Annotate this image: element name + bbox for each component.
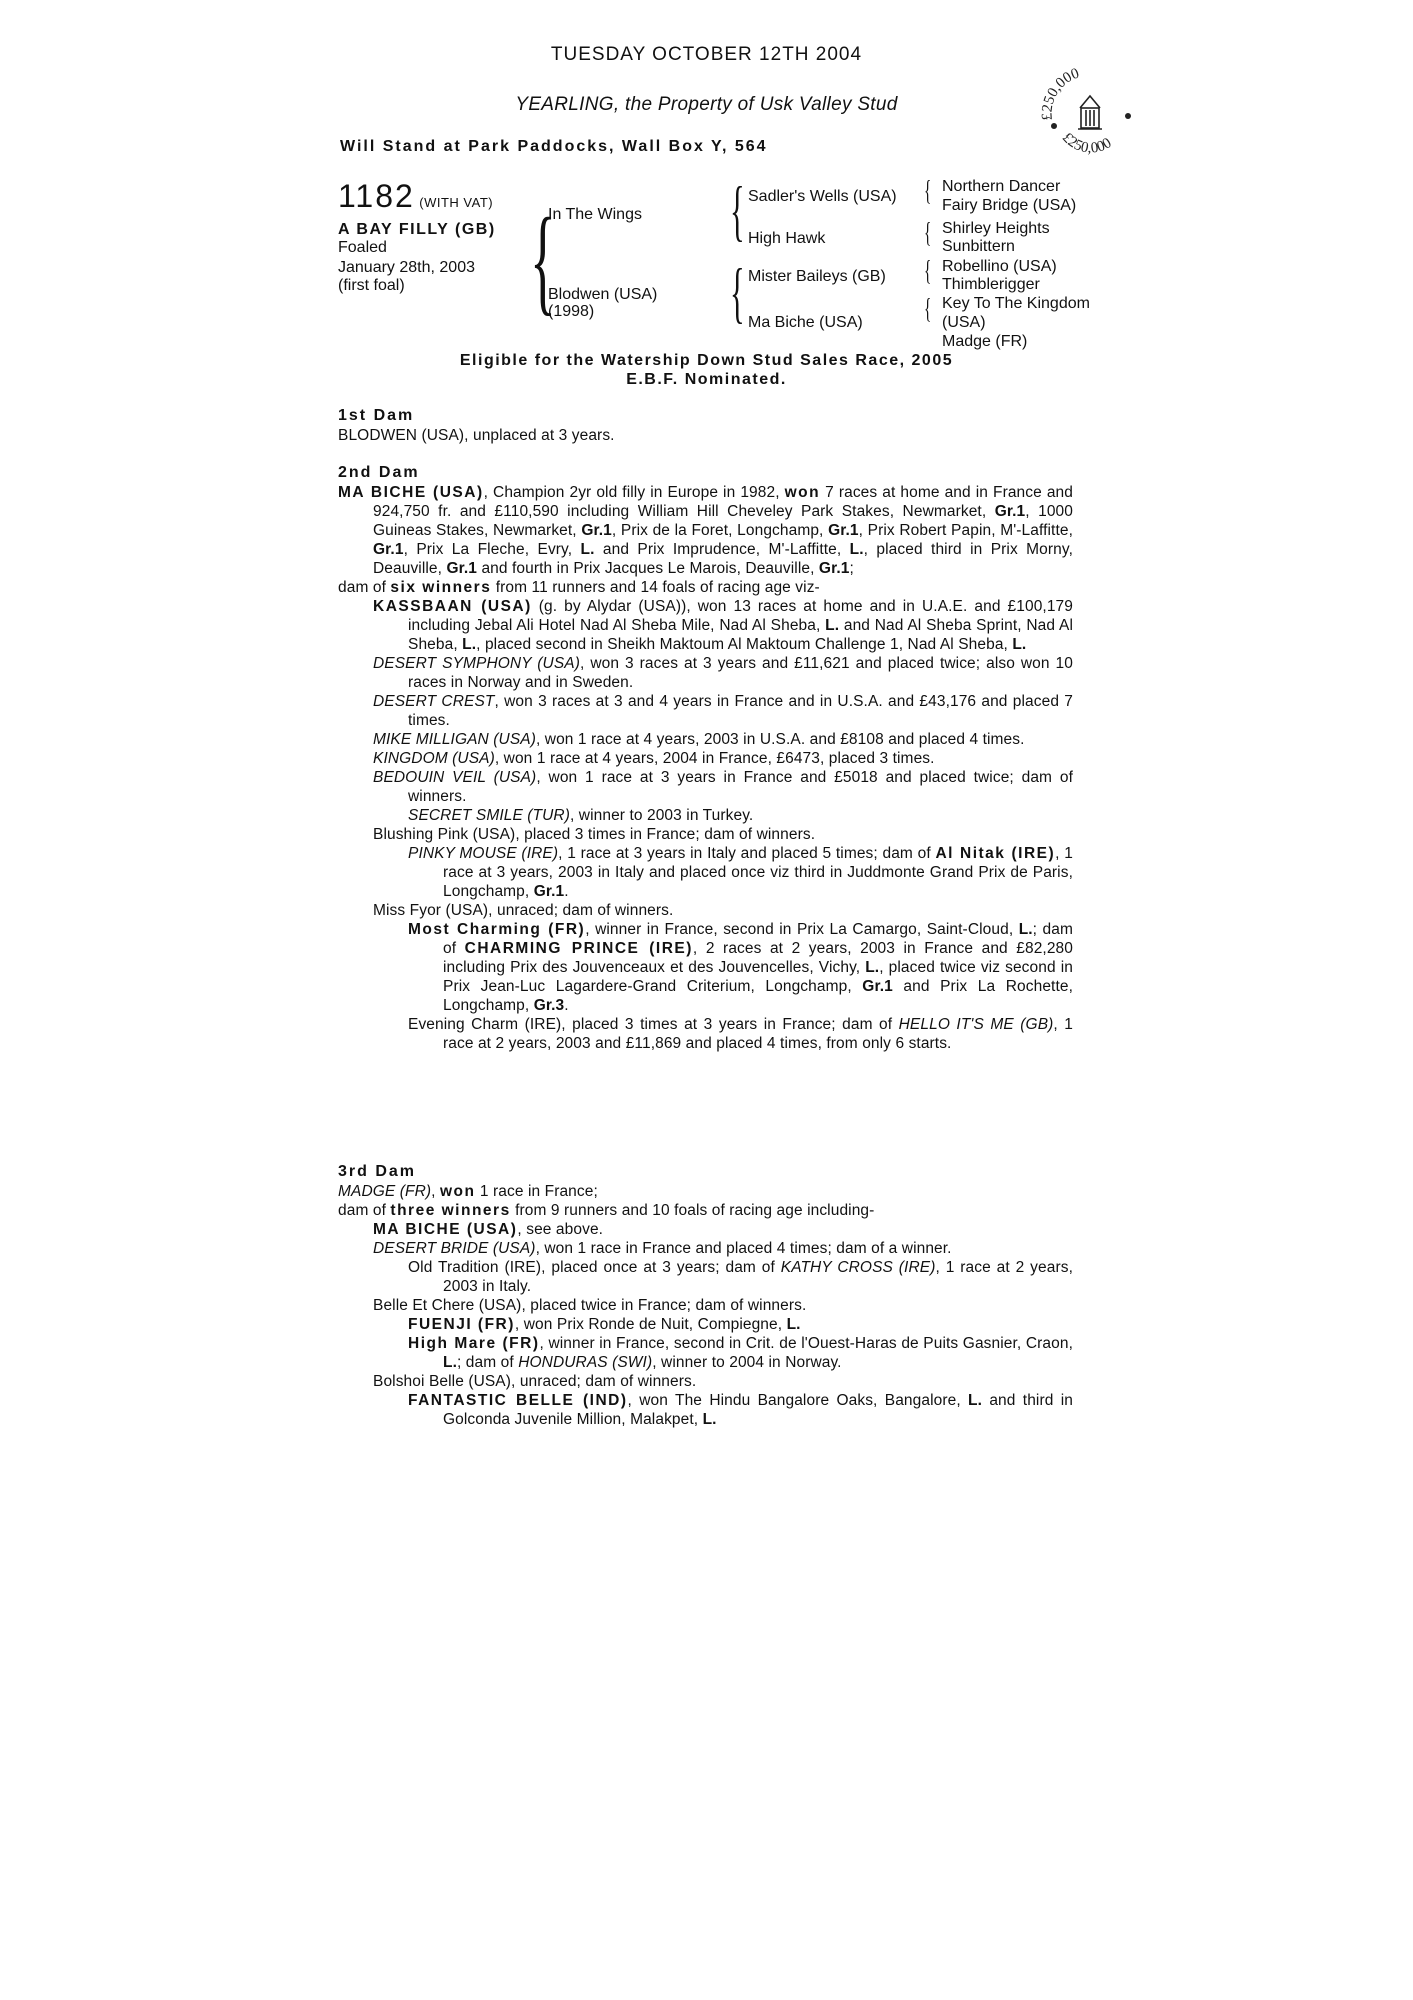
pedigree-entry: KINGDOM (USA), won 1 race at 4 years, 2004 in France, £6473, placed 3 times. xyxy=(373,750,935,767)
pedigree-dam-year: (1998) xyxy=(548,303,595,320)
pedigree-entry: Belle Et Chere (USA), placed twice in France; dam of winners. xyxy=(373,1297,807,1314)
pedigree-sd-dam: Sunbittern xyxy=(942,238,1015,255)
first-dam-text: BLODWEN (USA), unplaced at 3 years. xyxy=(338,427,615,444)
brace-sire-parents: { xyxy=(730,172,745,248)
foaled-label: Foaled xyxy=(338,239,387,256)
price-seal-stamp xyxy=(1040,68,1140,158)
pedigree-entry: Evening Charm (IRE), placed 3 times at 3 years in France; dam of HELLO IT'S ME (GB), 1 race at 2 years, 2003 and £11,869 and placed 4 times, from only 6 starts. xyxy=(408,1016,1073,1052)
pedigree-entry: dam of three winners from 9 runners and 10 foals of racing age including- xyxy=(338,1202,875,1219)
vat-note: (WITH VAT) xyxy=(419,195,494,210)
pedigree-entry: Most Charming (FR), winner in France, second in Prix La Camargo, Saint-Cloud, L.; dam of CHARMING PRINCE (IRE), 2 races at 2 years, 2003 in France and £82,280 including Prix des Jouvenceaux et des Jouvencelles, Vichy, L., placed twice viz second in Prix Jean-Luc Lagardere-Grand Criterium, Longchamp, Gr.1 and Prix La Rochette, Longchamp, Gr.3. xyxy=(408,921,1073,1014)
pedigree-ss-sire: Northern Dancer xyxy=(942,178,1061,195)
pedigree-dam-sire: Mister Baileys (GB) xyxy=(748,268,886,285)
pedigree-entry: DESERT SYMPHONY (USA), won 3 races at 3 years and £11,621 and placed twice; also won 10 races in Norway and in Sweden. xyxy=(373,655,1073,691)
third-dam-heading: 3rd Dam xyxy=(338,1163,417,1180)
pedigree-entry: FUENJI (FR), won Prix Ronde de Nuit, Compiegne, L. xyxy=(408,1316,801,1333)
brace-ss: { xyxy=(924,176,932,207)
brace-sire-dam: { xyxy=(530,193,556,326)
brace-dam-parents: { xyxy=(730,254,745,330)
eligibility-line: Eligible for the Watership Down Stud Sales Race, 2005 xyxy=(459,352,954,369)
brace-dd: { xyxy=(924,294,932,325)
lot-number-line xyxy=(338,178,493,215)
second-dam-heading: 2nd Dam xyxy=(338,464,420,481)
pedigree-entry: MIKE MILLIGAN (USA), won 1 race at 4 years, 2003 in U.S.A. and £8108 and placed 4 times. xyxy=(373,731,1025,748)
third-dam-produce xyxy=(338,1182,1073,1429)
foaled-date: January 28th, 2003 xyxy=(338,259,475,276)
pedigree-entry: MADGE (FR), won 1 race in France; xyxy=(338,1183,598,1200)
pedigree-entry: DESERT CREST, won 3 races at 3 and 4 years in France and in U.S.A. and £43,176 and placed 7 times. xyxy=(373,693,1073,729)
pedigree-dd-sire-country: (USA) xyxy=(942,314,986,331)
first-foal-note: (first foal) xyxy=(338,277,405,294)
pedigree-entry: Old Tradition (IRE), placed once at 3 years; dam of KATHY CROSS (IRE), 1 race at 2 years, 2003 in Italy. xyxy=(408,1259,1073,1295)
stand-location: Will Stand at Park Paddocks, Wall Box Y, 564 xyxy=(340,138,768,155)
pedigree-entry: SECRET SMILE (TUR), winner to 2003 in Turkey. xyxy=(408,807,754,824)
second-dam-produce xyxy=(338,483,1073,1053)
pedigree-ss-dam: Fairy Bridge (USA) xyxy=(942,197,1077,214)
seal-icon xyxy=(1040,68,1140,158)
brace-ds: { xyxy=(924,256,932,287)
pedigree-sire-dam: High Hawk xyxy=(748,230,826,247)
pedigree-entry: MA BICHE (USA), see above. xyxy=(373,1221,604,1238)
pedigree-entry: FANTASTIC BELLE (IND), won The Hindu Bangalore Oaks, Bangalore, L. and third in Golconda Juvenile Million, Malakpet, L. xyxy=(408,1392,1074,1428)
lot-description: A BAY FILLY (GB) xyxy=(338,221,496,238)
pedigree-sire-sire: Sadler's Wells (USA) xyxy=(748,188,897,205)
pedigree-entry: dam of six winners from 11 runners and 14 foals of racing age viz- xyxy=(338,579,820,596)
svg-text:£250,000: £250,000 xyxy=(1058,129,1115,157)
ebf-nominated: E.B.F. Nominated. xyxy=(626,371,787,388)
lot-number: 1182 xyxy=(338,178,415,214)
pedigree-entry: MA BICHE (USA), Champion 2yr old filly in Europe in 1982, won 7 races at home and in France and 924,750 fr. and £110,590 including William Hill Cheveley Park Stakes, Newmarket, Gr.1, 1000 Guineas Stakes, Newmarket, Gr.1, Prix de la Foret, Longchamp, Gr.1, Prix Robert Papin, M'-Laffitte, Gr.1, Prix La Fleche, Evry, L. and Prix Imprudence, M'-Laffitte, L., placed third in Prix Morny, Deauville, Gr.1 and fourth in Prix Jacques Le Marois, Deauville, Gr.1; xyxy=(338,484,1074,577)
svg-text:£250,000: £250,000 xyxy=(1040,68,1082,121)
pedigree-dam-dam: Ma Biche (USA) xyxy=(748,314,863,331)
brace-sd: { xyxy=(924,218,932,249)
pedigree-ds-sire: Robellino (USA) xyxy=(942,258,1057,275)
first-dam-heading: 1st Dam xyxy=(338,407,415,424)
pedigree-dam: Blodwen (USA) xyxy=(548,286,658,303)
lot-subtitle: YEARLING, the Property of Usk Valley Stud xyxy=(515,94,898,115)
pedigree-sire: In The Wings xyxy=(548,206,642,223)
pedigree-entry: High Mare (FR), winner in France, second in Crit. de l'Ouest-Haras de Puits Gasnier, Craon, L.; dam of HONDURAS (SWI), winner to 2004 in Norway. xyxy=(408,1335,1073,1371)
pedigree-entry: PINKY MOUSE (IRE), 1 race at 3 years in Italy and placed 5 times; dam of Al Nitak (IRE), 1 race at 3 years, 2003 in Italy and placed once viz third in Juddmonte Grand Prix de Paris, Longchamp, Gr.1. xyxy=(408,845,1073,900)
pedigree-dd-dam: Madge (FR) xyxy=(942,333,1028,350)
pedigree-entry: Miss Fyor (USA), unraced; dam of winners. xyxy=(373,902,674,919)
pedigree-entry: DESERT BRIDE (USA), won 1 race in France and placed 4 times; dam of a winner. xyxy=(373,1240,952,1257)
pedigree-sd-sire: Shirley Heights xyxy=(942,220,1050,237)
pedigree-entry: BEDOUIN VEIL (USA), won 1 race at 3 years in France and £5018 and placed twice; dam of winners. xyxy=(373,769,1073,805)
sale-date: TUESDAY OCTOBER 12TH 2004 xyxy=(550,44,863,65)
pedigree-dd-sire: Key To The Kingdom xyxy=(942,295,1090,312)
pedigree-entry: Blushing Pink (USA), placed 3 times in France; dam of winners. xyxy=(373,826,816,843)
pedigree-entry: Bolshoi Belle (USA), unraced; dam of winners. xyxy=(373,1373,697,1390)
pedigree-entry: KASSBAAN (USA) (g. by Alydar (USA)), won 13 races at home and in U.A.E. and £100,179 including Jebal Ali Hotel Nad Al Sheba Mile, Nad Al Sheba, L. and Nad Al Sheba Sprint, Nad Al Sheba, L., placed second in Sheikh Maktoum Al Maktoum Challenge 1, Nad Al Sheba, L. xyxy=(373,598,1073,653)
pedigree-ds-dam: Thimblerigger xyxy=(942,276,1040,293)
